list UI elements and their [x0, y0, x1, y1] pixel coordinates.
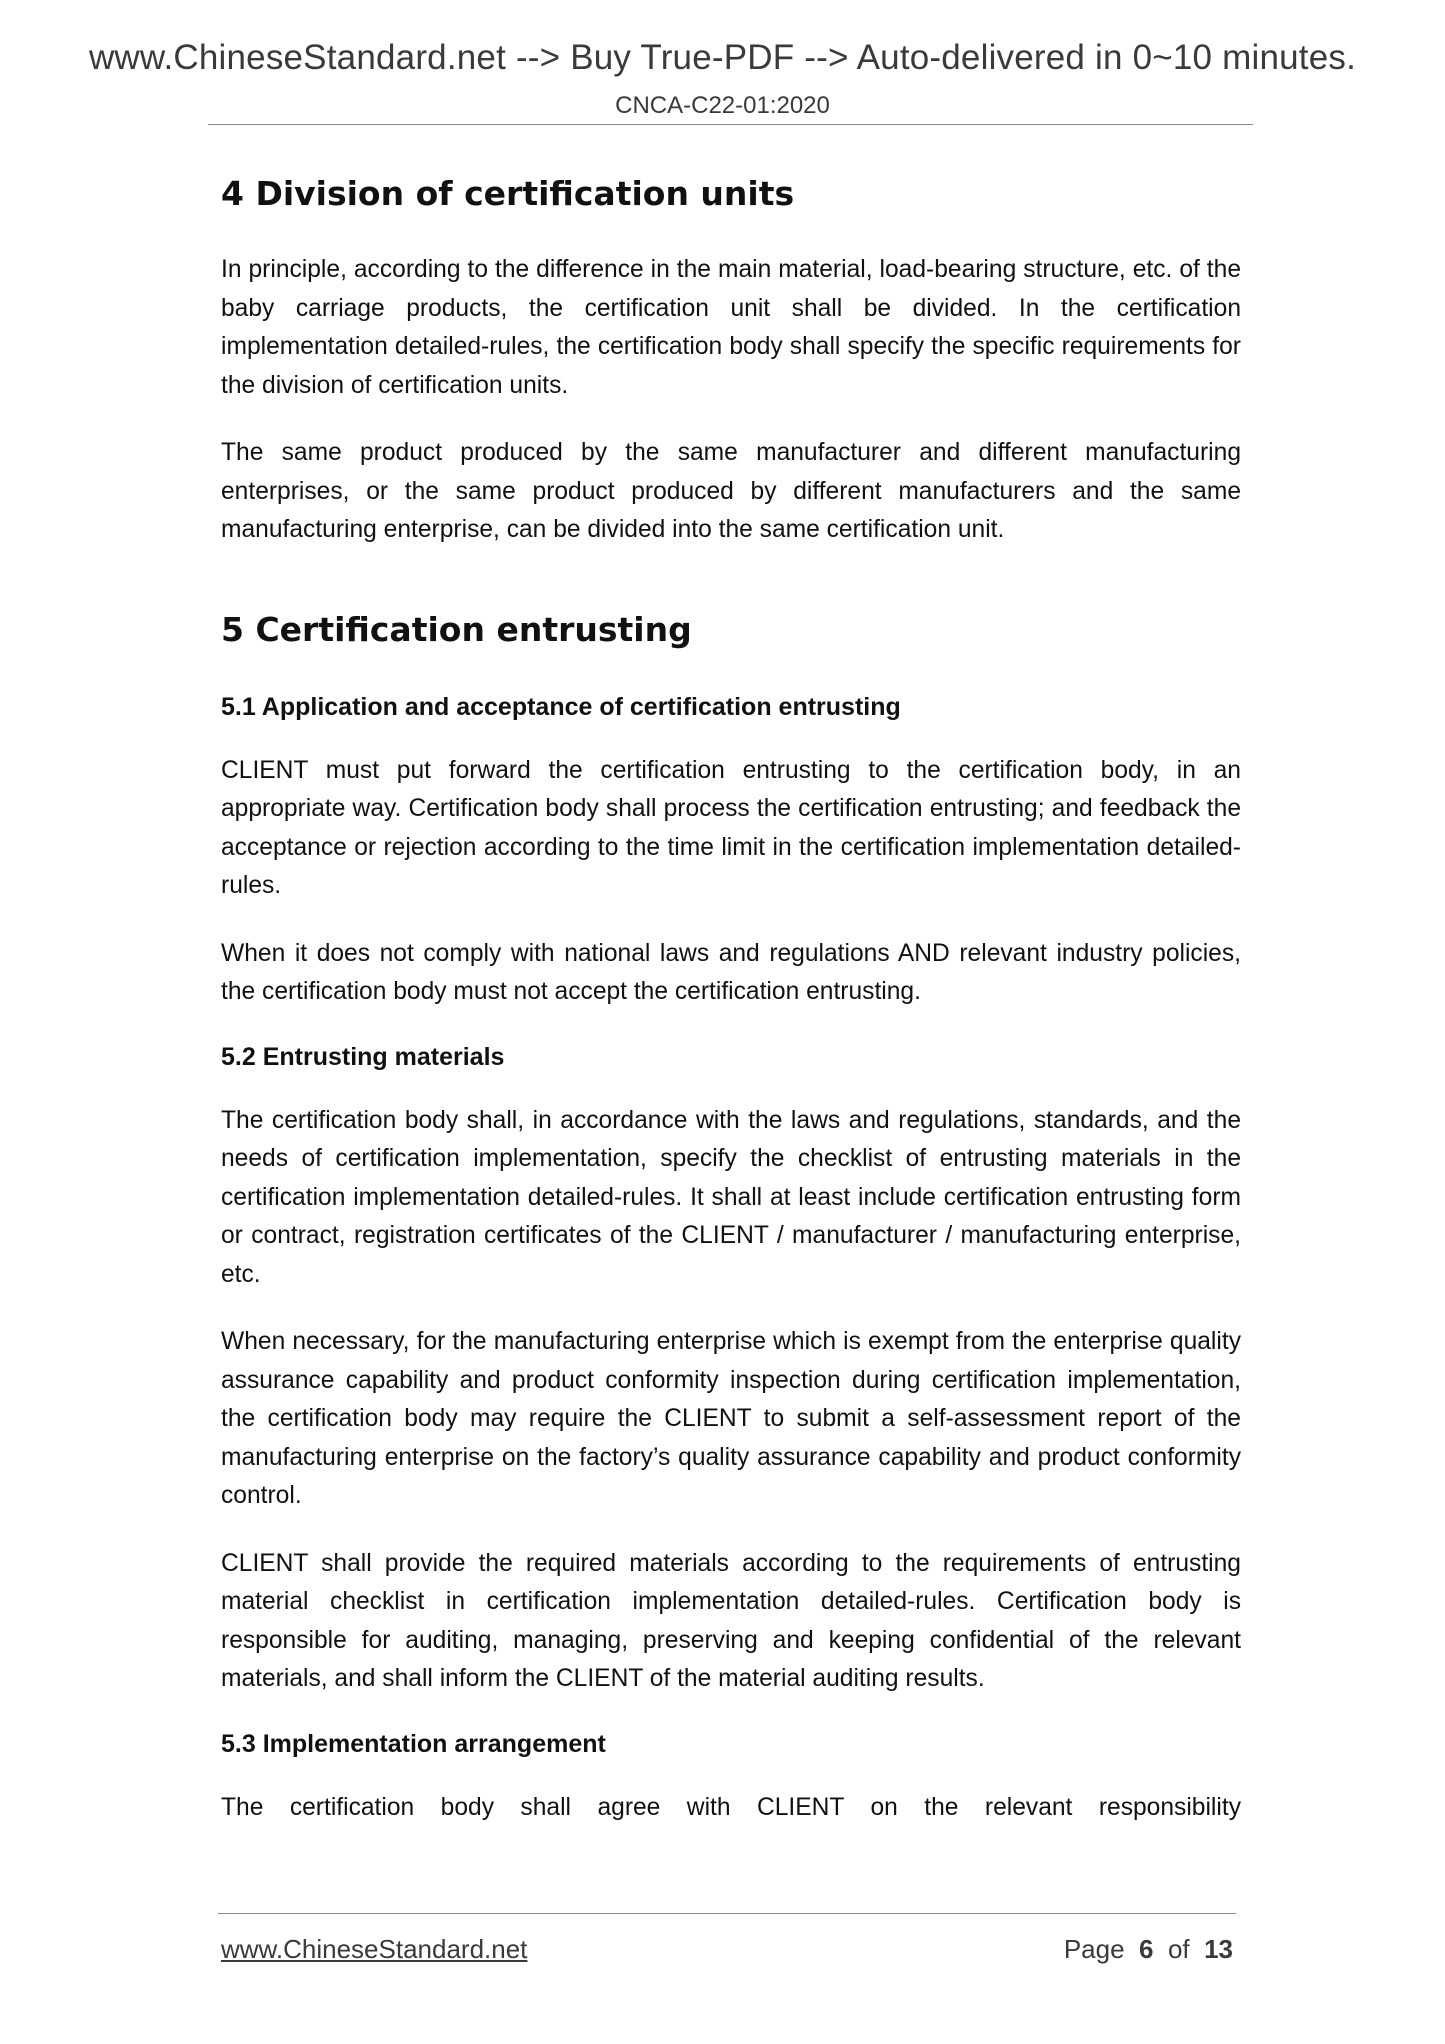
section-5-3-heading: 5.3 Implementation arrangement	[221, 1729, 606, 1758]
section-5-1-heading: 5.1 Application and acceptance of certification entrusting	[221, 692, 901, 721]
page-word: Page	[1063, 1934, 1125, 1964]
section-4-heading: 4 Division of certification units	[221, 174, 795, 213]
section-4-paragraph-1: In principle, according to the difference in the main material, load-bearing structure, etc. of the baby carriage products, the certification unit shall be divided. In the certification implementation detailed-rules, the certification body shall specify the specific requirements for the division of certification units.	[221, 256, 1241, 399]
section-5-1-paragraph-2: When it does not comply with national laws and regulations AND relevant industry policies, the certification body must not accept the certification entrusting.	[221, 939, 1241, 1005]
current-page-number: 6	[1139, 1934, 1154, 1964]
total-pages-number: 13	[1204, 1934, 1233, 1964]
page-indicator	[1064, 1934, 1233, 1965]
document-code: CNCA-C22-01:2020	[615, 92, 830, 119]
section-5-heading: 5 Certification entrusting	[221, 609, 692, 649]
page-content	[221, 170, 1241, 1827]
section-5-3-paragraph-1: The certification body shall agree with CLIENT on the relevant responsibility	[221, 1793, 1241, 1821]
of-word: of	[1167, 1934, 1190, 1964]
section-5-2-paragraph-1: The certification body shall, in accordance with the laws and regulations, standards, and the needs of certification implementation, specify the checklist of entrusting materials in the certification implementation detailed-rules. It shall at least include certification entrusting form or contract, registration certificates of the CLIENT / manufacturer / manufacturing enterprise, etc.	[221, 1106, 1241, 1288]
header-divider	[208, 124, 1253, 125]
section-5-2-paragraph-2: When necessary, for the manufacturing enterprise which is exempt from the enterprise quality assurance capability and product conformity inspection during certification implementation, the certification body may require the CLIENT to submit a self-assessment report of the manufacturing enterprise on the factory’s quality assurance capability and product conformity control.	[221, 1328, 1241, 1509]
top-banner[interactable]: www.ChineseStandard.net --> Buy True-PDF --> Auto-delivered in 0~10 minutes.	[88, 38, 1357, 77]
section-4-paragraph-2: The same product produced by the same manufacturer and different manufacturing enterprises, or the same product produced by different manufacturers and the same manufacturing enterprise, can be divided into the same certification unit.	[221, 439, 1241, 543]
footer-divider	[218, 1913, 1236, 1914]
footer-website-link[interactable]: www.ChineseStandard.net	[221, 1934, 528, 1964]
section-5-1-paragraph-1: CLIENT must put forward the certification entrusting to the certification body, in an appropriate way. Certification body shall process the certification entrusting; and feedback the acceptance or rejection according to the time limit in the certification implementation detailed-rules.	[221, 756, 1241, 899]
section-5-2-heading: 5.2 Entrusting materials	[221, 1042, 505, 1071]
section-5-2-paragraph-3: CLIENT shall provide the required materials according to the requirements of entrusting material checklist in certification implementation detailed-rules. Certification body is responsible for auditing, managing, preserving and keeping confidential of the relevant materials, and shall inform the CLIENT of the material auditing results.	[221, 1549, 1241, 1692]
